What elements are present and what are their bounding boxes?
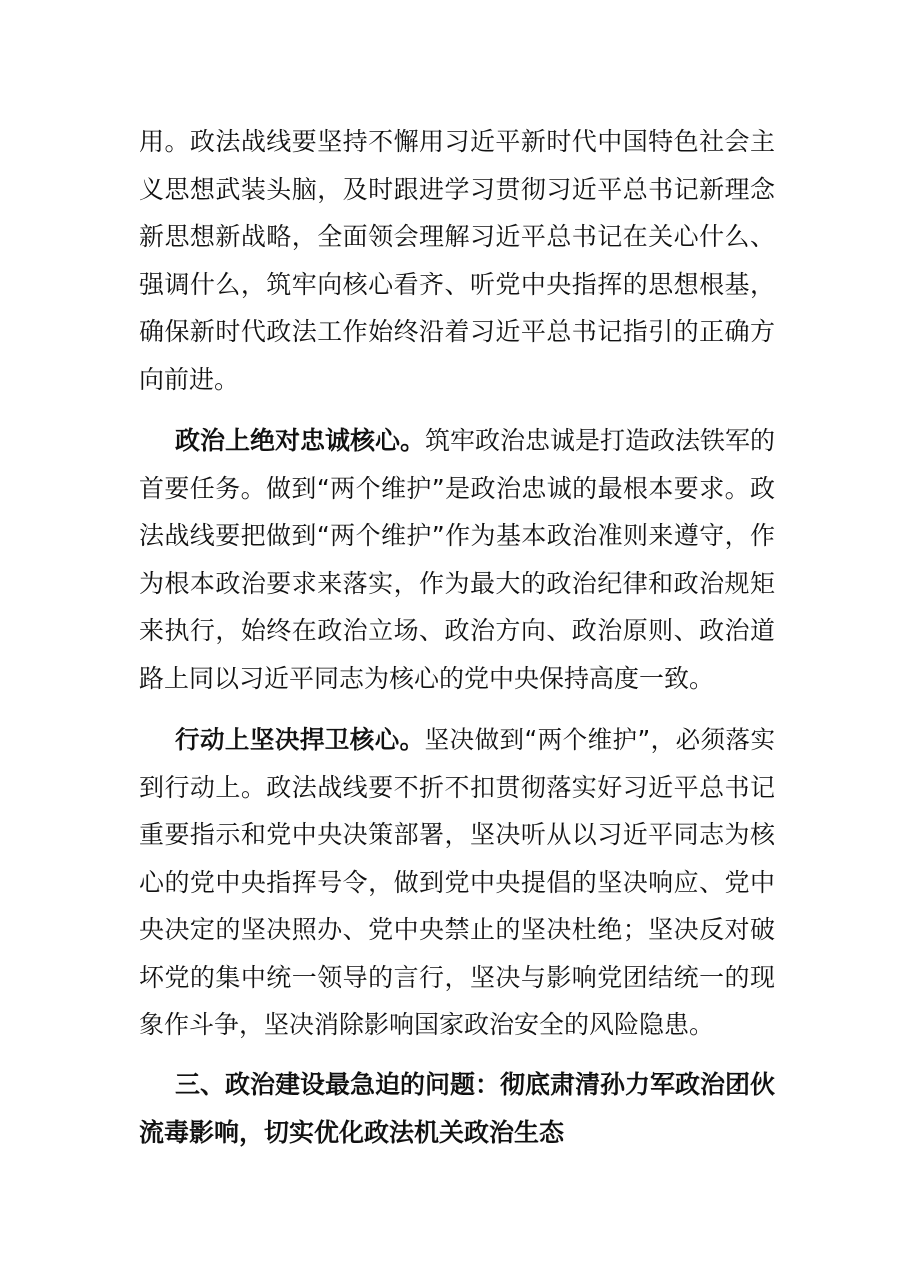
paragraph-2: [139, 417, 775, 702]
text-line: 心的党中央指挥号令，做到党中央提倡的坚决响应、党中: [139, 867, 775, 897]
paragraph-3: [139, 716, 775, 1049]
text-line: [139, 716, 775, 764]
text-line: [139, 417, 775, 465]
text-line: 强调什么，筑牢向核心看齐、听党中央指挥的思想根基，: [139, 269, 775, 299]
text-line: 象作斗争，坚决消除影响国家政治安全的风险隐患。: [139, 1010, 715, 1039]
text-line: 来执行，始终在政治立场、政治方向、政治原则、政治道: [139, 616, 775, 645]
section-heading: [139, 1061, 775, 1156]
text-line: 首要任务。做到“两个维护”是政治忠诚的最根本要求。政: [139, 473, 775, 503]
text-line: 路上同以习近平同志为核心的党中央保持高度一致。: [139, 663, 715, 693]
text-line: 到行动上。政法战线要不折不扣贯彻落实好习近平总书记: [139, 772, 775, 802]
text-line: 向前进。: [139, 364, 240, 394]
paragraph-1: [139, 118, 775, 403]
text-line: 用。政法战线要坚持不懈用习近平新时代中国特色社会主: [139, 127, 775, 156]
text-line: 为根本政治要求来落实，作为最大的政治纪律和政治规矩: [139, 568, 775, 598]
text-line: 央决定的坚决照办、党中央禁止的坚决杜绝；坚决反对破: [139, 915, 775, 944]
text-line: 确保新时代政法工作始终沿着习近平总书记指引的正确方: [139, 317, 775, 346]
text-line: 法战线要把做到“两个维护”作为基本政治准则来遵守，作: [139, 521, 775, 550]
heading-line: 流毒影响，切实优化政法机关政治生态: [139, 1117, 565, 1147]
text-line: 坏党的集中统一领导的言行，坚决与影响党团结统一的现: [139, 962, 775, 992]
text-line: 新思想新战略，全面领会理解习近平总书记在关心什么、: [139, 222, 775, 251]
paragraph-lead: 政治上绝对忠诚核心。: [175, 426, 426, 455]
paragraph-lead: 行动上坚决捍卫核心。: [175, 725, 425, 754]
paragraph-text: 筑牢政治忠诚是打造政法铁军的: [425, 426, 776, 455]
text-line: 重要指示和党中央决策部署，坚决听从以习近平同志为核: [139, 820, 775, 849]
heading-line: 三、政治建设最急迫的问题：彻底肃清孙力军政治团伙: [175, 1070, 776, 1099]
text-line: 义思想武装头脑，及时跟进学习贯彻习近平总书记新理念: [139, 174, 775, 204]
paragraph-text: 坚决做到“两个维护”，必须落实: [424, 725, 776, 754]
